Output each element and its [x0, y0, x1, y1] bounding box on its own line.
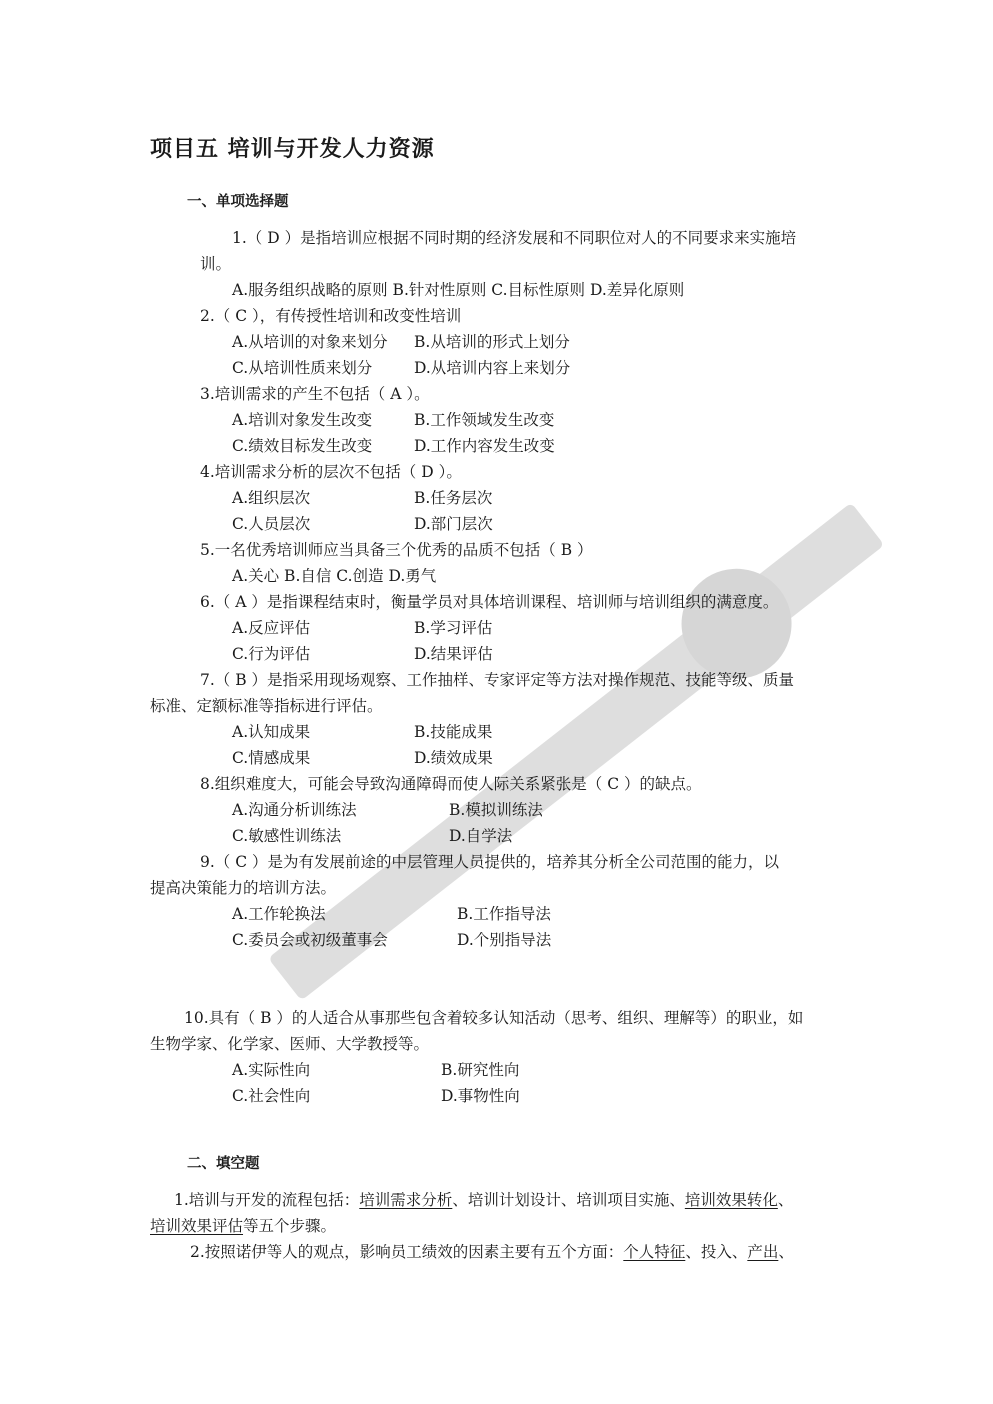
q2-option-d: D.从培训内容上来划分	[414, 359, 571, 377]
q6-option-d: D.结果评估	[414, 645, 493, 663]
q10-option-b: B.研究性向	[441, 1061, 520, 1079]
q1-stem: 1.（ D ）是指培训应根据不同时期的经济发展和不同职位对人的不同要求来实施培	[232, 229, 797, 247]
section-heading-fill-blank: 二、填空题	[187, 1156, 260, 1172]
q2-option-c: C.从培训性质来划分	[232, 359, 373, 377]
q9-option-c: C.委员会或初级董事会	[232, 931, 388, 949]
fill-q2-answer-2: 产出	[747, 1243, 779, 1261]
q8-option-d: D.自学法	[449, 827, 513, 845]
fill-q2-mid-1: 、投入、	[685, 1243, 748, 1261]
fill-q1-mid-2: 、	[777, 1191, 794, 1209]
q4-stem: 4.培训需求分析的层次不包括（ D ）。	[200, 463, 462, 481]
q7-option-d: D.绩效成果	[414, 749, 493, 767]
q10-stem-cont: 生物学家、化学家、医师、大学教授等。	[150, 1035, 430, 1053]
q10-option-d: D.事物性向	[441, 1087, 520, 1105]
fill-q1-cont	[150, 1216, 336, 1236]
fill-q1-answer-1: 培训需求分析	[359, 1191, 453, 1209]
q5-options: A.关心 B.自信 C.创造 D.勇气	[232, 567, 437, 585]
fill-q1	[174, 1190, 793, 1210]
q8-option-c: C.敏感性训练法	[232, 827, 342, 845]
q1-stem-cont: 训。	[200, 255, 232, 273]
q5-stem: 5.一名优秀培训师应当具备三个优秀的品质不包括（ B ）	[200, 541, 593, 559]
q3-option-b: B.工作领域发生改变	[414, 411, 555, 429]
q9-option-a: A.工作轮换法	[232, 905, 326, 923]
q4-option-b: B.任务层次	[414, 489, 493, 507]
fill-q2-answer-1: 个人特征	[623, 1243, 686, 1261]
q8-option-a: A.沟通分析训练法	[232, 801, 357, 819]
fill-q1-mid-1: 、培训计划设计、培训项目实施、	[452, 1191, 685, 1209]
q9-stem: 9.（ C ）是为有发展前途的中层管理人员提供的，培养其分析全公司范围的能力，以	[200, 853, 780, 871]
q9-stem-cont: 提高决策能力的培训方法。	[150, 879, 337, 897]
q10-option-a: A.实际性向	[232, 1061, 311, 1079]
q8-stem: 8.组织难度大，可能会导致沟通障碍而使人际关系紧张是（ C ）的缺点。	[200, 775, 702, 793]
q8-option-b: B.模拟训练法	[449, 801, 543, 819]
fill-q1-answer-2: 培训效果转化	[684, 1191, 778, 1209]
fill-q2	[190, 1242, 794, 1262]
q2-stem: 2.（ C ），有传授性培训和改变性培训	[200, 307, 462, 325]
q6-option-c: C.行为评估	[232, 645, 311, 663]
q10-stem: 10.具有（ B ）的人适合从事那些包含着较多认知活动（思考、组织、理解等）的职业，如	[184, 1009, 804, 1027]
q7-stem-cont: 标准、定额标准等指标进行评估。	[150, 697, 383, 715]
q3-option-c: C.绩效目标发生改变	[232, 437, 373, 455]
q9-option-b: B.工作指导法	[457, 905, 551, 923]
q4-option-a: A.组织层次	[232, 489, 311, 507]
page-title: 项目五 培训与开发人力资源	[150, 137, 435, 162]
q7-option-a: A.认知成果	[232, 723, 311, 741]
q4-option-c: C.人员层次	[232, 515, 311, 533]
q2-option-a: A.从培训的对象来划分	[232, 333, 388, 351]
q6-stem: 6.（ A ）是指课程结束时，衡量学员对具体培训课程、培训师与培训组织的满意度。	[200, 593, 779, 611]
q7-option-c: C.情感成果	[232, 749, 311, 767]
q6-option-a: A.反应评估	[232, 619, 311, 637]
fill-q2-prefix: 2.按照诺伊等人的观点，影响员工绩效的因素主要有五个方面：	[190, 1243, 624, 1261]
q10-option-c: C.社会性向	[232, 1087, 311, 1105]
q7-option-b: B.技能成果	[414, 723, 493, 741]
q3-option-d: D.工作内容发生改变	[414, 437, 555, 455]
q9-option-d: D.个别指导法	[457, 931, 552, 949]
q1-options: A.服务组织战略的原则 B.针对性原则 C.目标性原则 D.差异化原则	[232, 281, 685, 299]
q4-option-d: D.部门层次	[414, 515, 493, 533]
q3-option-a: A.培训对象发生改变	[232, 411, 373, 429]
q6-option-b: B.学习评估	[414, 619, 493, 637]
q2-option-b: B.从培训的形式上划分	[414, 333, 570, 351]
fill-q1-answer-3: 培训效果评估	[150, 1217, 244, 1235]
fill-q1-suffix: 等五个步骤。	[243, 1217, 337, 1235]
fill-q1-prefix: 1.培训与开发的流程包括：	[174, 1191, 360, 1209]
q3-stem: 3.培训需求的产生不包括（ A ）。	[200, 385, 430, 403]
section-heading-single-choice: 一、单项选择题	[187, 194, 289, 210]
watermark	[225, 447, 925, 1052]
fill-q2-suffix: 、	[778, 1243, 794, 1261]
q7-stem: 7.（ B ）是指采用现场观察、工作抽样、专家评定等方法对操作规范、技能等级、质量	[200, 671, 795, 689]
